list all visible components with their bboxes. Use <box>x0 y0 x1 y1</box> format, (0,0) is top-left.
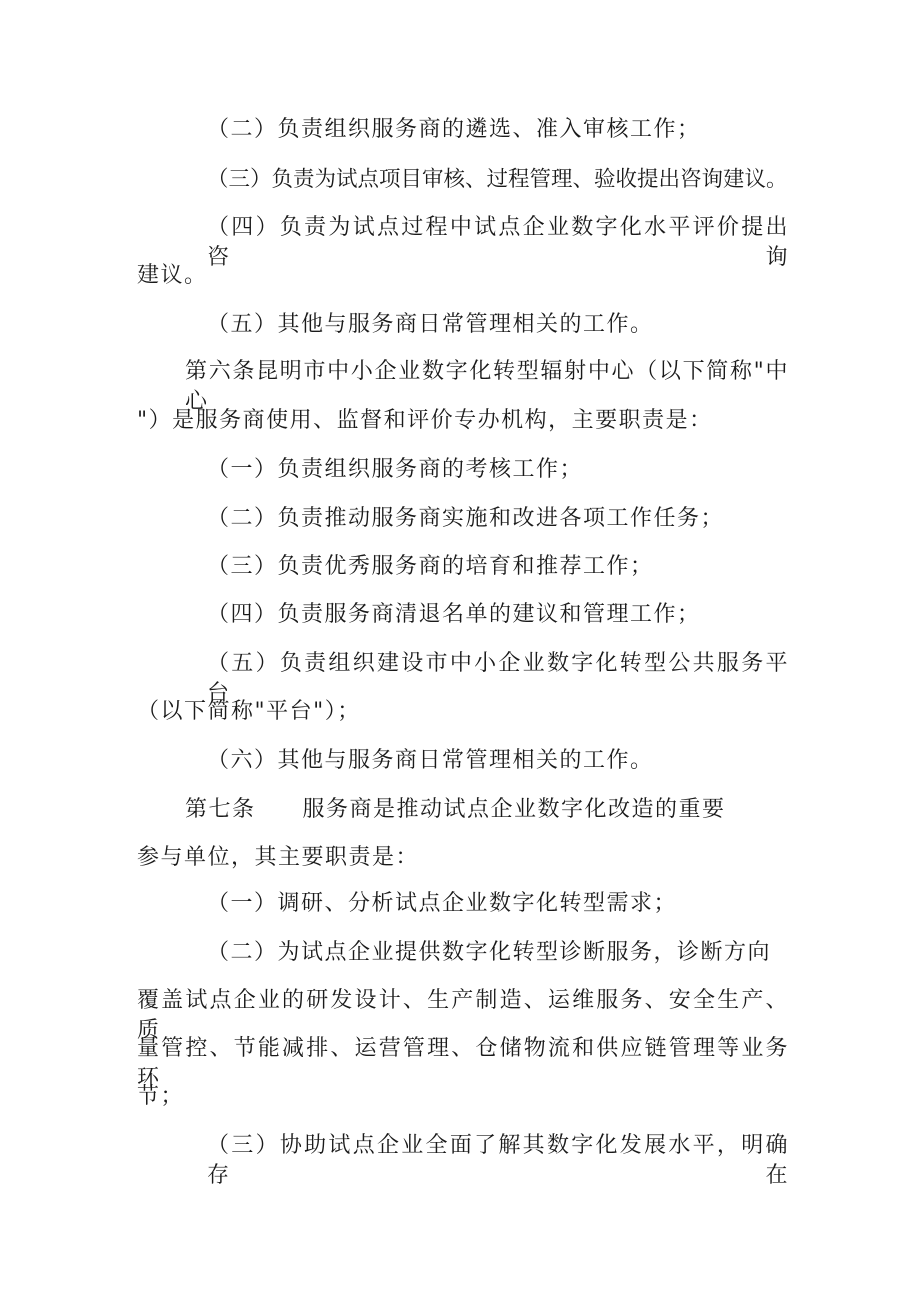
paragraph-line: （五）负责组织建设市中小企业数字化转型公共服务平台 <box>207 651 789 706</box>
paragraph-line: （二）为试点企业提供数字化转型诊断服务，诊断方向 <box>207 940 772 965</box>
paragraph-line: （三）负责优秀服务商的培育和推荐工作； <box>207 554 654 579</box>
paragraph-line: "）是服务商使用、监督和评价专办机构，主要职责是： <box>137 408 713 433</box>
paragraph-line: （以下简称"平台"）； <box>137 699 361 724</box>
paragraph-line: 节； <box>137 1084 185 1109</box>
paragraph-line: 参与单位，其主要职责是： <box>137 845 420 870</box>
paragraph-line: 覆盖试点企业的研发设计、生产制造、运维服务、安全生产、质 <box>137 988 789 1043</box>
paragraph-line: （三）负责为试点项目审核、过程管理、验收提出咨询建议。 <box>207 167 788 192</box>
paragraph-line: 第六条昆明市中小企业数字化转型辐射中心（以下简称"中心 <box>185 359 789 414</box>
paragraph-line: 量管控、节能减排、运营管理、仓储物流和供应链管理等业务环 <box>137 1036 789 1091</box>
paragraph-line: （四）负责服务商清退名单的建议和管理工作； <box>207 602 701 627</box>
paragraph-line: （二）负责组织服务商的遴选、准入审核工作； <box>207 117 701 142</box>
paragraph-line: 建议。 <box>137 263 208 288</box>
paragraph-line: （一）负责组织服务商的考核工作； <box>207 457 584 482</box>
paragraph-line: （三）协助试点企业全面了解其数字化发展水平，明确存在 <box>207 1133 789 1188</box>
paragraph-line: （六）其他与服务商日常管理相关的工作。 <box>207 748 654 773</box>
paragraph-line: （二）负责推动服务商实施和改进各项工作任务； <box>207 506 725 531</box>
paragraph-line: （四）负责为试点过程中试点企业数字化水平评价提出咨询 <box>207 215 789 270</box>
paragraph-line: （五）其他与服务商日常管理相关的工作。 <box>207 312 654 337</box>
paragraph-line: （一）调研、分析试点企业数字化转型需求； <box>207 891 678 916</box>
paragraph-line: 第七条 服务商是推动试点企业数字化改造的重要 <box>185 797 726 822</box>
